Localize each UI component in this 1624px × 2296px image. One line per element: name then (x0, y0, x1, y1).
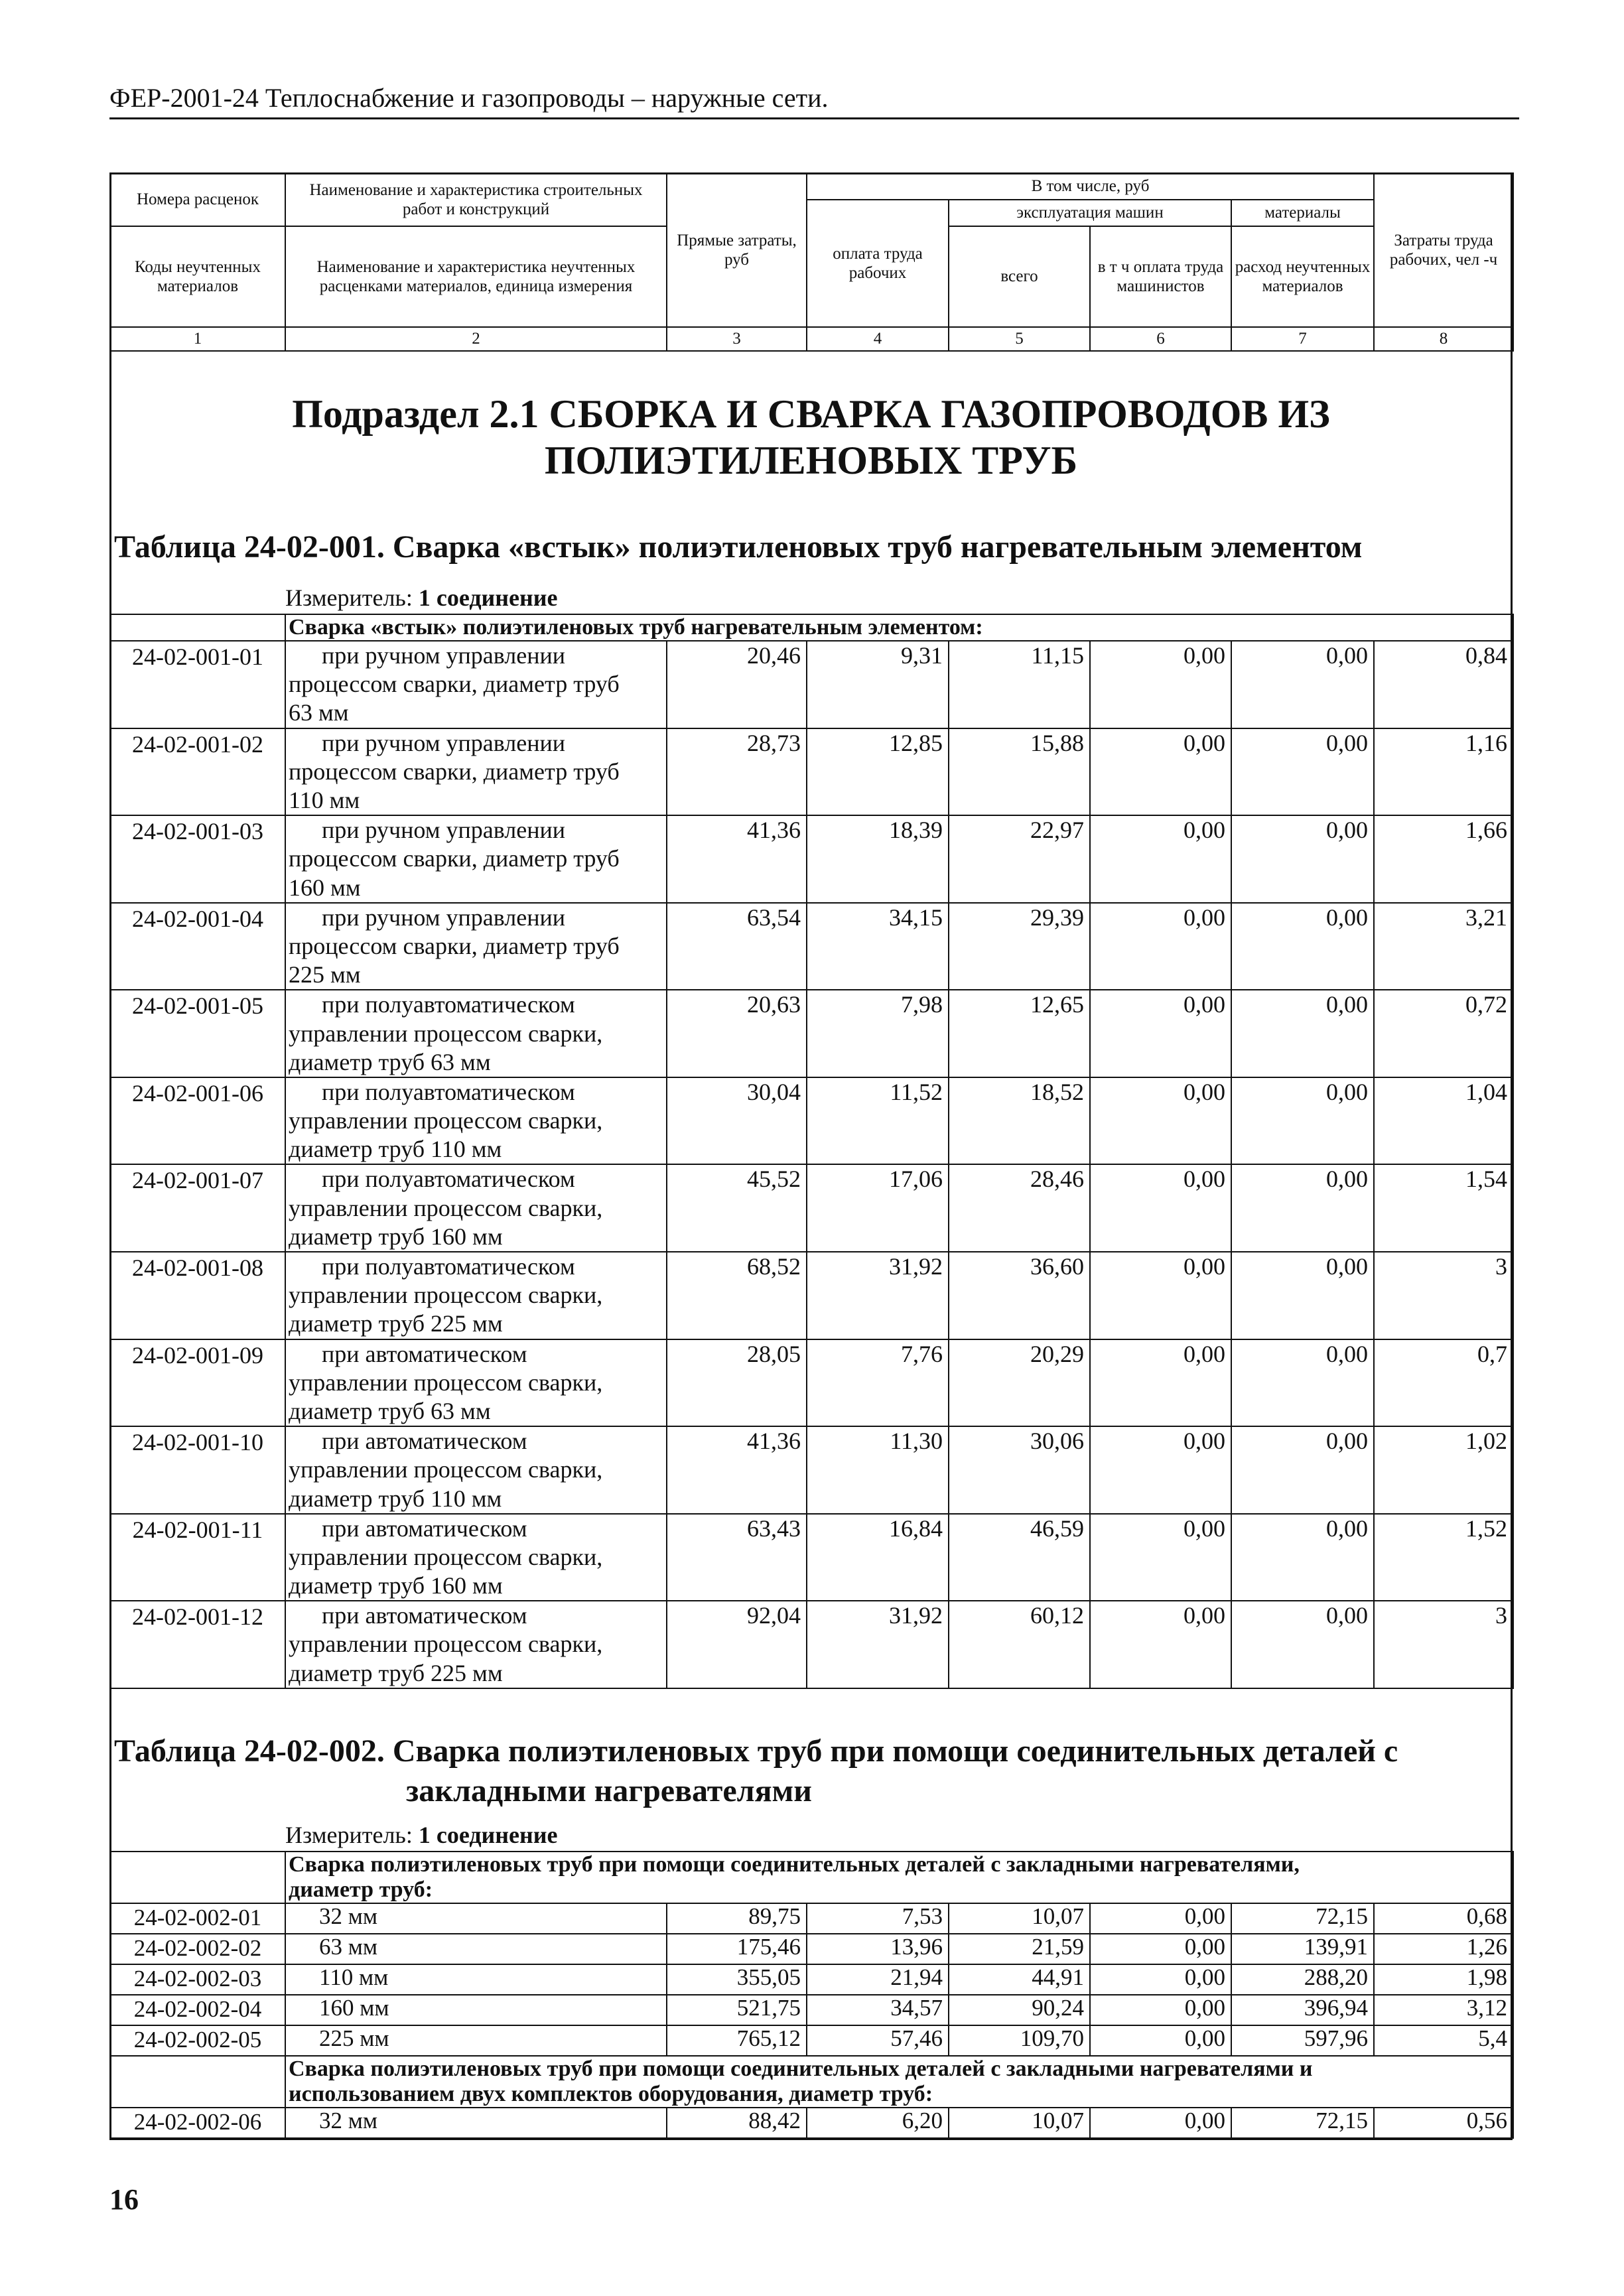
value-c4: 17,06 (807, 1164, 949, 1252)
description-line: при автоматическом (322, 1428, 527, 1455)
description-line: управлении процессом сварки, (289, 1456, 603, 1483)
value-c6: 0,00 (1090, 1601, 1231, 1688)
rate-description: 63 мм (285, 1934, 667, 1964)
meter-label: Измеритель: (285, 1822, 413, 1848)
table2-group2-label (285, 2056, 1513, 2108)
header-col2-top: Наименование и характеристика строительных работ и конструкций (285, 173, 667, 226)
running-header: ФЕР-2001-24 Теплоснабжение и газопроводы – наружные сети. (109, 83, 1519, 119)
header-col5: всего (949, 226, 1090, 327)
rate-code: 24-02-001-03 (110, 815, 285, 903)
value-c3: 45,52 (667, 1164, 807, 1252)
description-line: при автоматическом (322, 1515, 527, 1542)
value-c6: 0,00 (1090, 1514, 1231, 1601)
group-row (110, 2056, 1513, 2108)
table2-group1-line1: Сварка полиэтиленовых труб при помощи соединительных деталей с закладными нагревателями, (289, 1852, 1300, 1877)
value-c5: 109,70 (949, 2025, 1090, 2056)
section-title (109, 391, 1513, 484)
value-c3: 92,04 (667, 1601, 807, 1688)
rate-code: 24-02-002-03 (110, 1964, 285, 1995)
value-c6: 0,00 (1090, 815, 1231, 903)
value-c5: 10,07 (949, 2108, 1090, 2138)
table-row (110, 1903, 1513, 1934)
description-line: управлении процессом сварки, (289, 1543, 603, 1570)
value-c7: 0,00 (1231, 1164, 1374, 1252)
table1-meter (285, 584, 557, 612)
value-c6: 0,00 (1090, 1252, 1231, 1339)
section-title-line2: ПОЛИЭТИЛЕНОВЫХ ТРУБ (544, 438, 1078, 482)
table2-meter (285, 1821, 557, 1849)
value-c4: 57,46 (807, 2025, 949, 2056)
description-line: диаметр труб 160 мм (289, 1572, 503, 1599)
value-c3: 355,05 (667, 1964, 807, 1995)
value-c3: 68,52 (667, 1252, 807, 1339)
value-c4: 34,15 (807, 903, 949, 990)
value-c5: 15,88 (949, 728, 1090, 816)
description-line: процессом сварки, диаметр труб (289, 758, 620, 785)
group-code-cell (110, 1852, 285, 1903)
header-group-all: В том числе, руб (807, 173, 1374, 200)
value-c6: 0,00 (1090, 1903, 1231, 1934)
meter-value: 1 соединение (418, 584, 558, 611)
column-number: 3 (667, 327, 807, 351)
rate-code: 24-02-002-06 (110, 2108, 285, 2138)
value-c5: 30,06 (949, 1426, 1090, 1514)
value-c4: 16,84 (807, 1514, 949, 1601)
value-c8: 1,02 (1374, 1426, 1513, 1514)
value-c7: 396,94 (1231, 1995, 1374, 2025)
rate-description: 110 мм (285, 1964, 667, 1995)
description-line: управлении процессом сварки, (289, 1282, 603, 1309)
rate-code: 24-02-001-07 (110, 1164, 285, 1252)
table1-group-label: Сварка «встык» полиэтиленовых труб нагревательным элементом: (285, 614, 1513, 641)
value-c7: 0,00 (1231, 1426, 1374, 1514)
table-row (110, 1339, 1513, 1427)
value-c6: 0,00 (1090, 1077, 1231, 1165)
table-row (110, 1934, 1513, 1964)
rate-description: 160 мм (285, 1995, 667, 2025)
value-c6: 0,00 (1090, 1964, 1231, 1995)
value-c3: 28,05 (667, 1339, 807, 1427)
column-number: 4 (807, 327, 949, 351)
value-c4: 31,92 (807, 1601, 949, 1688)
description-line: 110 мм (289, 787, 360, 814)
description-line: при автоматическом (322, 1602, 527, 1629)
rate-code: 24-02-001-09 (110, 1339, 285, 1427)
value-c7: 139,91 (1231, 1934, 1374, 1964)
group-code-cell (110, 614, 285, 641)
table2-group1-line2: диаметр труб: (289, 1877, 433, 1903)
value-c7: 0,00 (1231, 1339, 1374, 1427)
table-row (110, 815, 1513, 903)
rate-code: 24-02-001-08 (110, 1252, 285, 1339)
header-col7: расход неучтенных материалов (1231, 226, 1374, 327)
table2-group1-label (285, 1852, 1513, 1903)
value-c8: 1,98 (1374, 1964, 1513, 1995)
value-c8: 3,12 (1374, 1995, 1513, 2025)
meter-value: 1 соединение (418, 1822, 558, 1848)
rate-description (285, 1514, 667, 1601)
rate-code: 24-02-001-04 (110, 903, 285, 990)
value-c6: 0,00 (1090, 1164, 1231, 1252)
value-c3: 63,43 (667, 1514, 807, 1601)
value-c3: 41,36 (667, 1426, 807, 1514)
description-line: при полуавтоматическом (322, 1166, 575, 1193)
value-c6: 0,00 (1090, 2025, 1231, 2056)
rate-code: 24-02-002-02 (110, 1934, 285, 1964)
description-line: при полуавтоматическом (322, 1078, 575, 1105)
table-row (110, 1514, 1513, 1601)
value-c8: 0,72 (1374, 990, 1513, 1077)
value-c3: 30,04 (667, 1077, 807, 1165)
description-line: управлении процессом сварки, (289, 1369, 603, 1396)
value-c8: 1,26 (1374, 1934, 1513, 1964)
description-line: при ручном управлении (322, 817, 566, 844)
value-c4: 7,98 (807, 990, 949, 1077)
header-col4: оплата труда рабочих (807, 200, 949, 327)
description-line: при ручном управлении (322, 729, 566, 756)
table-row (110, 1164, 1513, 1252)
header-col2-bottom: Наименование и характеристика неучтенных расценками материалов, единица измерения (285, 226, 667, 327)
description-line: диаметр труб 110 мм (289, 1485, 502, 1512)
rate-description: 225 мм (285, 2025, 667, 2056)
rate-description (285, 815, 667, 903)
description-line: 63 мм (289, 699, 349, 726)
rate-description (285, 1164, 667, 1252)
value-c8: 1,54 (1374, 1164, 1513, 1252)
value-c7: 0,00 (1231, 815, 1374, 903)
value-c5: 29,39 (949, 903, 1090, 990)
header-group-materials: материалы (1231, 200, 1374, 226)
value-c5: 20,29 (949, 1339, 1090, 1427)
value-c6: 0,00 (1090, 2108, 1231, 2138)
value-c5: 11,15 (949, 641, 1090, 728)
meter-label: Измеритель: (285, 584, 413, 611)
rate-description (285, 1339, 667, 1427)
description-line: при полуавтоматическом (322, 1253, 575, 1280)
rate-description (285, 1601, 667, 1688)
header-number-row (110, 327, 1513, 351)
description-line: при ручном управлении (322, 904, 566, 931)
page-number: 16 (109, 2183, 139, 2216)
value-c8: 3,21 (1374, 903, 1513, 990)
header-col3: Прямые затраты, руб (667, 173, 807, 327)
value-c3: 20,63 (667, 990, 807, 1077)
description-line: управлении процессом сварки, (289, 1107, 603, 1134)
value-c8: 1,04 (1374, 1077, 1513, 1165)
header-group-machines: эксплуатация машин (949, 200, 1231, 226)
value-c4: 11,52 (807, 1077, 949, 1165)
value-c7: 0,00 (1231, 728, 1374, 816)
value-c6: 0,00 (1090, 728, 1231, 816)
rate-code: 24-02-001-12 (110, 1601, 285, 1688)
value-c5: 10,07 (949, 1903, 1090, 1934)
description-line: процессом сварки, диаметр труб (289, 845, 620, 872)
table-row (110, 1601, 1513, 1688)
group-code-cell (110, 2056, 285, 2108)
description-line: при ручном управлении (322, 642, 566, 669)
value-c8: 0,56 (1374, 2108, 1513, 2138)
value-c8: 1,16 (1374, 728, 1513, 816)
value-c6: 0,00 (1090, 1934, 1231, 1964)
table-row (110, 728, 1513, 816)
value-c6: 0,00 (1090, 990, 1231, 1077)
value-c4: 9,31 (807, 641, 949, 728)
value-c8: 3 (1374, 1601, 1513, 1688)
section-title-line1: Подраздел 2.1 СБОРКА И СВАРКА ГАЗОПРОВОДОВ ИЗ (292, 392, 1330, 436)
table-row (110, 1964, 1513, 1995)
value-c7: 0,00 (1231, 903, 1374, 990)
table-row (110, 1995, 1513, 2025)
rate-description (285, 1077, 667, 1165)
table-row (110, 2025, 1513, 2056)
description-line: процессом сварки, диаметр труб (289, 671, 620, 698)
value-c4: 7,53 (807, 1903, 949, 1934)
value-c8: 0,84 (1374, 641, 1513, 728)
rate-description (285, 728, 667, 816)
value-c6: 0,00 (1090, 641, 1231, 728)
value-c6: 0,00 (1090, 903, 1231, 990)
rate-code: 24-02-002-05 (110, 2025, 285, 2056)
value-c3: 521,75 (667, 1995, 807, 2025)
description-line: 160 мм (289, 874, 361, 901)
value-c5: 44,91 (949, 1964, 1090, 1995)
column-number: 6 (1090, 327, 1231, 351)
description-line: управлении процессом сварки, (289, 1194, 603, 1221)
value-c5: 18,52 (949, 1077, 1090, 1165)
column-number: 8 (1374, 327, 1513, 351)
description-line: 225 мм (289, 961, 361, 988)
description-line: при полуавтоматическом (322, 991, 575, 1018)
value-c8: 1,66 (1374, 815, 1513, 903)
description-line: при автоматическом (322, 1340, 527, 1367)
rate-code: 24-02-001-02 (110, 728, 285, 816)
group-label-line: использованием двух комплектов оборудования, диаметр труб: (289, 2082, 933, 2107)
column-number: 1 (110, 327, 285, 351)
value-c4: 34,57 (807, 1995, 949, 2025)
rate-description: 32 мм (285, 2108, 667, 2138)
table2-body (109, 1851, 1514, 2139)
value-c7: 0,00 (1231, 1252, 1374, 1339)
value-c5: 12,65 (949, 990, 1090, 1077)
value-c3: 41,36 (667, 815, 807, 903)
description-line: процессом сварки, диаметр труб (289, 932, 620, 959)
value-c4: 12,85 (807, 728, 949, 816)
value-c7: 0,00 (1231, 1514, 1374, 1601)
table-row (110, 641, 1513, 728)
header-col6: в т ч оплата труда машинистов (1090, 226, 1231, 327)
table2-title (114, 1731, 1398, 1811)
value-c5: 60,12 (949, 1601, 1090, 1688)
header-col8: Затраты труда рабочих, чел -ч (1374, 173, 1513, 327)
value-c7: 72,15 (1231, 1903, 1374, 1934)
value-c5: 90,24 (949, 1995, 1090, 2025)
rate-code: 24-02-001-10 (110, 1426, 285, 1514)
value-c4: 18,39 (807, 815, 949, 903)
value-c8: 1,52 (1374, 1514, 1513, 1601)
column-number: 2 (285, 327, 667, 351)
value-c4: 7,76 (807, 1339, 949, 1427)
value-c6: 0,00 (1090, 1995, 1231, 2025)
rate-description (285, 1426, 667, 1514)
value-c5: 28,46 (949, 1164, 1090, 1252)
rate-code: 24-02-002-01 (110, 1903, 285, 1934)
column-number: 7 (1231, 327, 1374, 351)
description-line: управлении процессом сварки, (289, 1020, 603, 1047)
table-row (110, 903, 1513, 990)
value-c5: 21,59 (949, 1934, 1090, 1964)
value-c5: 22,97 (949, 815, 1090, 903)
value-c7: 597,96 (1231, 2025, 1374, 2056)
description-line: диаметр труб 225 мм (289, 1659, 503, 1686)
value-c4: 6,20 (807, 2108, 949, 2138)
value-c8: 3 (1374, 1252, 1513, 1339)
value-c7: 72,15 (1231, 2108, 1374, 2138)
table1-body (109, 614, 1514, 1689)
rate-code: 24-02-001-01 (110, 641, 285, 728)
table2-title-line1: Таблица 24-02-002. Сварка полиэтиленовых труб при помощи соединительных деталей с (114, 1733, 1398, 1769)
value-c7: 0,00 (1231, 990, 1374, 1077)
value-c3: 765,12 (667, 2025, 807, 2056)
value-c7: 0,00 (1231, 1077, 1374, 1165)
description-line: диаметр труб 63 мм (289, 1048, 491, 1075)
rate-description (285, 1252, 667, 1339)
value-c8: 0,68 (1374, 1903, 1513, 1934)
table-row (110, 990, 1513, 1077)
table-row (110, 2108, 1513, 2138)
value-c4: 13,96 (807, 1934, 949, 1964)
header-col1-top: Номера расценок (110, 173, 285, 226)
value-c4: 21,94 (807, 1964, 949, 1995)
table2-title-line2: закладными нагревателями (406, 1773, 812, 1808)
value-c3: 89,75 (667, 1903, 807, 1934)
value-c3: 63,54 (667, 903, 807, 990)
rate-description (285, 641, 667, 728)
value-c8: 0,7 (1374, 1339, 1513, 1427)
group-label-line: Сварка полиэтиленовых труб при помощи соединительных деталей с закладными нагревателями и (289, 2057, 1313, 2082)
rate-code: 24-02-001-06 (110, 1077, 285, 1165)
value-c8: 5,4 (1374, 2025, 1513, 2056)
value-c3: 88,42 (667, 2108, 807, 2138)
value-c7: 288,20 (1231, 1964, 1374, 1995)
column-number: 5 (949, 327, 1090, 351)
header-col1-bottom: Коды неучтенных материалов (110, 226, 285, 327)
value-c3: 28,73 (667, 728, 807, 816)
description-line: диаметр труб 225 мм (289, 1310, 503, 1337)
value-c3: 20,46 (667, 641, 807, 728)
table-row (110, 1077, 1513, 1165)
description-line: диаметр труб 110 мм (289, 1136, 502, 1163)
description-line: управлении процессом сварки, (289, 1631, 603, 1658)
description-line: диаметр труб 63 мм (289, 1397, 491, 1424)
rate-code: 24-02-001-05 (110, 990, 285, 1077)
rate-description (285, 990, 667, 1077)
table-column-header (109, 172, 1514, 352)
table1-title: Таблица 24-02-001. Сварка «встык» полиэтиленовых труб нагревательным элементом (114, 529, 1363, 565)
value-c4: 31,92 (807, 1252, 949, 1339)
value-c6: 0,00 (1090, 1426, 1231, 1514)
value-c6: 0,00 (1090, 1339, 1231, 1427)
rate-code: 24-02-002-04 (110, 1995, 285, 2025)
value-c5: 36,60 (949, 1252, 1090, 1339)
value-c7: 0,00 (1231, 1601, 1374, 1688)
rate-description: 32 мм (285, 1903, 667, 1934)
value-c7: 0,00 (1231, 641, 1374, 728)
table-row (110, 1252, 1513, 1339)
table-row (110, 1426, 1513, 1514)
value-c4: 11,30 (807, 1426, 949, 1514)
rate-description (285, 903, 667, 990)
value-c5: 46,59 (949, 1514, 1090, 1601)
rate-code: 24-02-001-11 (110, 1514, 285, 1601)
value-c3: 175,46 (667, 1934, 807, 1964)
description-line: диаметр труб 160 мм (289, 1223, 503, 1250)
